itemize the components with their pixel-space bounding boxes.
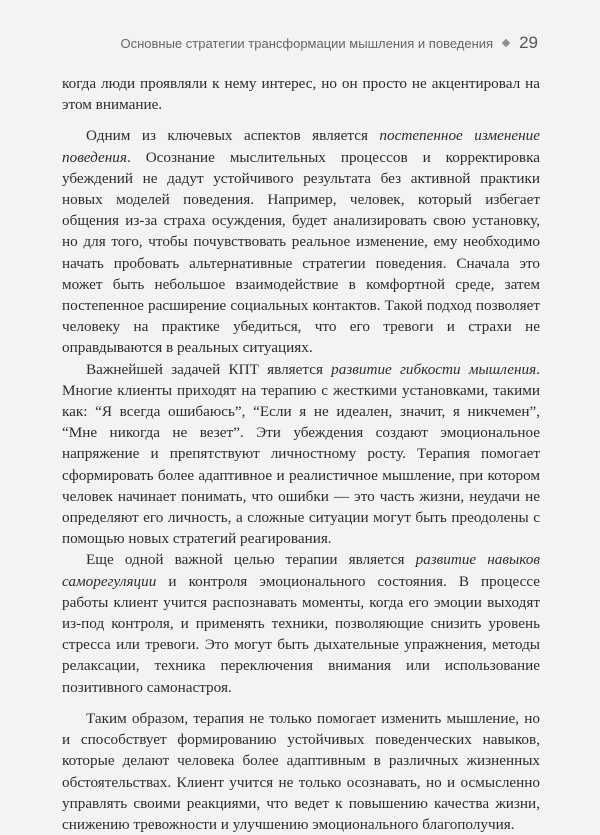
paragraph-flexible-thinking (62, 359, 540, 550)
paragraph-text-start: Одним из ключевых аспектов является (86, 127, 380, 145)
paragraph-text: Таким образом, терапия не только помогает изменить мышление, но и способствует формированию устойчивых поведенческих навыков, которые делают человека более адаптивным в различных жизненных обстоятельствах. Клиент учится не только осознавать, но и осмысленно управлять своими реакциями, что ведет к повышению качества жизни, снижению тревожности и улучшению эмоционального благополучия. (62, 709, 540, 833)
paragraph-text-start: Еще одной важной целью терапии является (86, 551, 416, 569)
emphasized-term: постепенное изменение поведения (62, 127, 540, 166)
paragraph-conclusion (62, 708, 540, 835)
body-text (62, 73, 540, 835)
paragraph-text: когда люди проявляли к нему интерес, но он просто не акцентировал на этом внимание. (62, 75, 540, 114)
paragraph-continued (62, 73, 540, 115)
running-title: Основные стратегии трансформации мышления и поведения (120, 35, 494, 51)
paragraph-text-end: и контроля эмоционального состояния. В процессе работы клиент учится распознавать моменты, когда его эмоции выходят из-под контроля, и применять техники, позволяющие снизить уровень стресса или тревоги. Это могут быть дыхательные упражнения, методы релаксации, техника переключения внимания или использование позитивного самонастроя. (62, 572, 540, 696)
paragraph-behavior-change (62, 125, 540, 358)
emphasized-term: развитие гибкости мышления (331, 360, 537, 378)
diamond-icon (502, 39, 510, 47)
paragraph-text-end: . Многие клиенты приходят на терапию с жесткими установками, такими как: “Я всегда ошибаюсь”, “Если я не идеален, значит, я никчемен”, “Мне никогда не везет”. Эти убеждения создают эмоциональное напряжение и препятствуют личностному росту. Терапия помогает сформировать более адаптивное и реалистичное мышление, при котором человек начинает понимать, что ошибки — это часть жизни, неудачи не определяют его личность, а сложные ситуации могут быть преодолены с помощью новых стратегий реагирования. (62, 360, 540, 548)
paragraph-text-end: . Осознание мыслительных процессов и корректировка убеждений не дадут устойчивого результата без активной практики новых моделей поведения. Например, человек, который избегает общения из-за страха осуждения, будет анализировать свою установку, но для того, чтобы почувствовать реальное изменение, ему необходимо начать пробовать альтернативные стратегии поведения. Сначала это может быть небольшое взаимодействие в комфортной среде, затем постепенное расширение социальных контактов. Такой подход позволяет человеку на практике убедиться, что его тревоги и страхи не оправдываются в реальных ситуациях. (62, 148, 540, 357)
paragraph-self-regulation (62, 549, 540, 697)
page-number: 29 (519, 33, 538, 52)
paragraph-text-start: Важнейшей задачей КПТ является (86, 360, 332, 378)
emphasized-term: развитие навыков саморегуляции (62, 551, 540, 590)
running-header (120, 33, 538, 53)
